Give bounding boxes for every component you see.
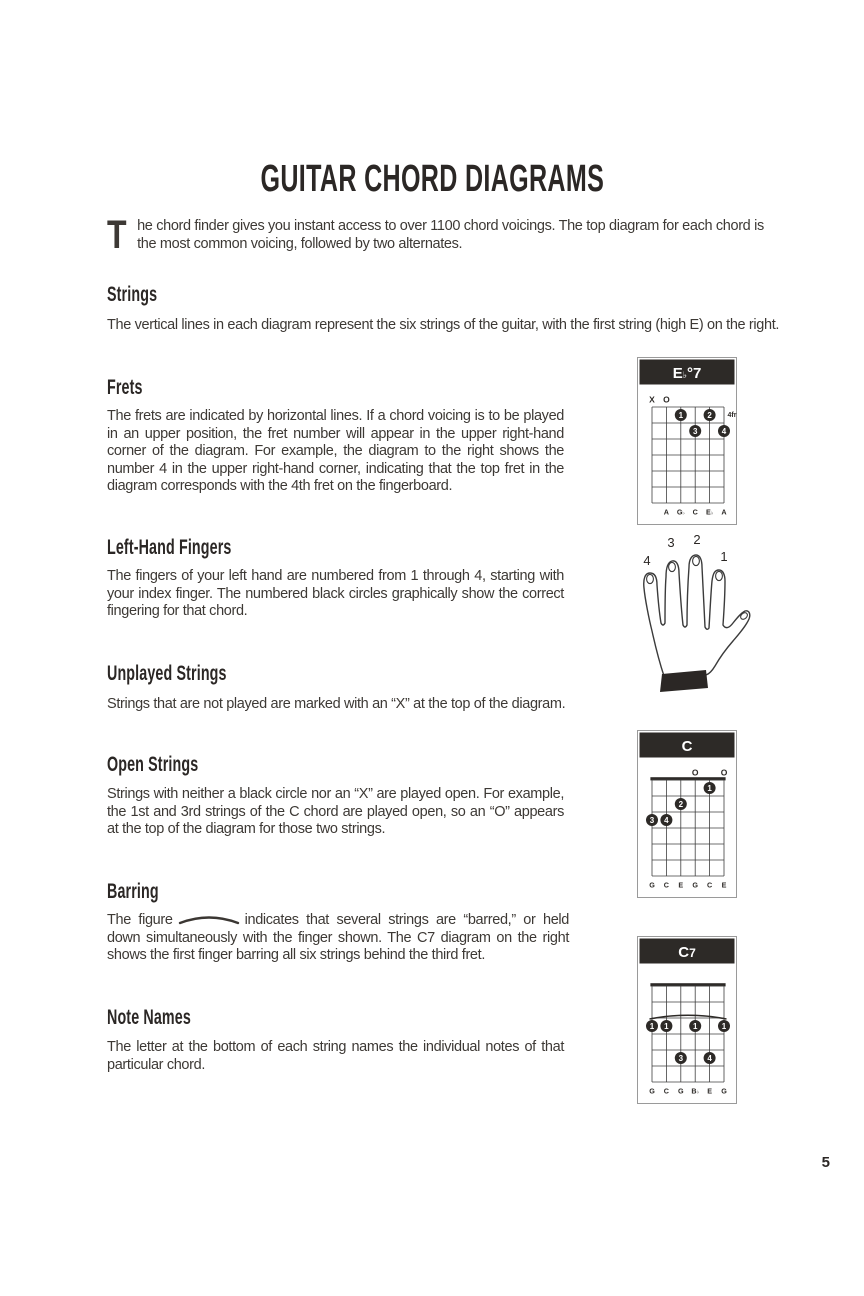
svg-text:O: O — [691, 767, 699, 778]
barring-text-after: indicates that several strings are “barred,” or held down simultaneously with the finger shown. The C7 diagram on the right shows the first finger barring all six strings behind the third fret. — [107, 912, 569, 964]
svg-text:C: C — [692, 507, 698, 517]
heading-unplayed-strings-label: Unplayed Strings — [107, 662, 227, 685]
barre-arc-figure — [178, 912, 240, 925]
svg-text:G: G — [692, 880, 698, 890]
svg-text:1: 1 — [707, 783, 712, 793]
svg-text:A: A — [721, 507, 727, 517]
finger-label-1: 1 — [720, 549, 728, 564]
svg-text:E♭: E♭ — [706, 507, 714, 517]
finger-label-3: 3 — [667, 535, 675, 550]
svg-text:1: 1 — [692, 1021, 698, 1031]
barring-text-before: The figure — [107, 912, 173, 928]
hand-outline — [644, 555, 750, 676]
svg-text:1: 1 — [678, 410, 684, 420]
intro-dropcap: T — [107, 213, 127, 257]
svg-text:3: 3 — [678, 1053, 684, 1063]
svg-text:E: E — [707, 1086, 712, 1096]
finger-label-2: 2 — [693, 532, 701, 547]
svg-text:2: 2 — [678, 799, 684, 809]
intro-paragraph — [107, 213, 783, 257]
left-hand-fingers-paragraph: The fingers of your left hand are numbered from 1 through 4, starting with your index finger. The numbered black circles graphically show the correct fingering for that chord. — [107, 568, 564, 620]
chord-diagram-eb-dim7 — [637, 357, 737, 525]
svg-text:C: C — [681, 738, 693, 755]
heading-note-names-label: Note Names — [107, 1006, 191, 1029]
svg-text:C7: C7 — [678, 944, 696, 961]
svg-text:1: 1 — [649, 1021, 655, 1031]
chord-diagram-c — [637, 730, 737, 898]
svg-text:4: 4 — [707, 1053, 712, 1063]
heading-frets-label: Frets — [107, 376, 143, 399]
note-names-paragraph: The letter at the bottom of each string names the individual notes of that particular chord. — [107, 1039, 564, 1073]
svg-text:G: G — [721, 1086, 727, 1096]
svg-text:E: E — [678, 880, 684, 890]
svg-text:G: G — [649, 1086, 655, 1096]
svg-text:C: C — [663, 880, 670, 890]
heading-barring-label: Barring — [107, 880, 159, 903]
svg-text:1: 1 — [721, 1021, 727, 1031]
intro-text: he chord finder gives you instant access to over 1100 chord voicings. The top diagram for each chord is the most common voicing, followed by two alternates. — [137, 218, 764, 252]
section-heading-frets — [107, 376, 159, 402]
svg-text:4: 4 — [721, 426, 727, 436]
svg-text:B♭: B♭ — [691, 1086, 699, 1096]
svg-text:3: 3 — [649, 815, 655, 825]
heading-left-hand-fingers-label: Left-Hand Fingers — [107, 536, 232, 559]
svg-text:E: E — [721, 880, 727, 890]
strings-paragraph: The vertical lines in each diagram represent the six strings of the guitar, with the first string (high E) on the right. — [107, 317, 780, 333]
title-row — [94, 158, 770, 201]
svg-text:2: 2 — [707, 410, 712, 420]
svg-text:C: C — [706, 880, 713, 890]
svg-text:E♭°7: E♭°7 — [672, 365, 702, 382]
svg-text:A: A — [663, 507, 670, 517]
chord-diagram-c7 — [637, 936, 737, 1104]
svg-text:G: G — [649, 880, 655, 890]
unplayed-strings-paragraph: Strings that are not played are marked with an “X” at the top of the diagram. — [107, 696, 566, 712]
svg-text:O: O — [663, 394, 670, 405]
section-heading-unplayed-strings — [107, 662, 283, 688]
section-heading-strings — [107, 283, 181, 309]
svg-text:G: G — [678, 1086, 684, 1096]
svg-text:1: 1 — [664, 1021, 669, 1031]
page-number: 5 — [821, 1154, 830, 1171]
svg-text:G♭: G♭ — [676, 507, 685, 517]
svg-text:C: C — [663, 1086, 670, 1096]
svg-text:4: 4 — [664, 815, 669, 825]
heading-open-strings-label: Open Strings — [107, 753, 199, 776]
heading-strings-label: Strings — [107, 283, 158, 306]
page-title: GUITAR CHORD DIAGRAMS — [260, 158, 604, 200]
svg-text:3: 3 — [692, 426, 698, 436]
section-heading-barring — [107, 880, 183, 906]
svg-text:4fr: 4fr — [727, 412, 737, 419]
svg-text:O: O — [720, 767, 728, 778]
section-heading-note-names — [107, 1006, 230, 1032]
section-heading-left-hand-fingers — [107, 536, 290, 562]
left-hand-illustration — [627, 531, 755, 697]
frets-paragraph: The frets are indicated by horizontal lines. If a chord voicing is to be played in an upper position, the fret number will appear in the upper right-hand corner of the diagram. For example, the diagram to the right shows the number 4 in the upper right-hand corner, indicating that the top fret in the diagram corresponds with the 4th fret on the fingerboard. — [107, 408, 564, 495]
finger-label-4: 4 — [643, 553, 651, 568]
svg-text:X: X — [649, 394, 655, 405]
section-heading-open-strings — [107, 753, 241, 779]
barring-paragraph — [107, 912, 569, 965]
open-strings-paragraph: Strings with neither a black circle nor an “X” are played open. For example, the 1st and 3rd strings of the C chord are played open, so an “O” appears at the top of the diagram for those two strings. — [107, 786, 564, 838]
